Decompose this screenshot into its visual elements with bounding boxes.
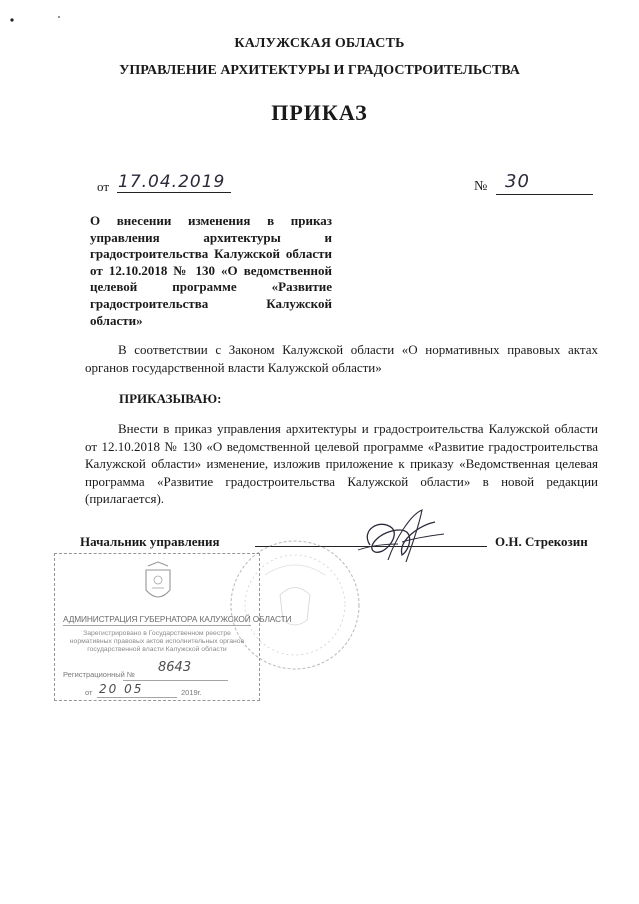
document-type-title: ПРИКАЗ — [271, 100, 368, 125]
number-underline — [496, 194, 593, 195]
date-underline — [117, 192, 231, 193]
stamp-registration-text: Зарегистрировано в Государственном реестре нормативных правовых актов исполнительных органов государственной власти Калужской области — [69, 630, 245, 654]
region-title: КАЛУЖСКАЯ ОБЛАСТЬ — [234, 36, 405, 51]
number-value: 30 — [505, 171, 530, 192]
stamp-date-underline — [97, 697, 177, 698]
basis-paragraph: В соответствии с Законом Калужской области «О нормативных правовых актах органов государственной власти Калужской области» — [85, 342, 598, 375]
stamp-date-value: 20 05 — [99, 682, 144, 696]
signatory-position: Начальник управления — [80, 534, 220, 549]
stamp-reg-number: 8643 — [158, 660, 192, 675]
signatory-name: О.Н. Стрекозин — [495, 534, 588, 549]
stamp-organization: АДМИНИСТРАЦИЯ ГУБЕРНАТОРА КАЛУЖСКОЙ ОБЛАСТИ — [63, 614, 292, 624]
registration-stamp — [54, 553, 292, 701]
number-label: № — [474, 179, 488, 194]
order-heading: ПРИКАЗЫВАЮ: — [119, 391, 222, 406]
stamp-reg-label: Регистрационный № — [63, 670, 135, 679]
scan-marks — [10, 14, 70, 26]
order-paragraph: Внести в приказ управления архитектуры и градостроительства Калужской области от 12.10.2018 № 130 «О ведомственной целевой программе «Развитие градостроительства Калужской области» изменение, изложив приложение к приказу «Ведомственная целевая программа «Развитие градостроительства Калужской области» в новой редакции (прилагается). — [85, 421, 598, 506]
date-value: 17.04.2019 — [118, 172, 226, 192]
date-label: от — [97, 179, 110, 194]
handwritten-signature-icon — [340, 500, 460, 580]
stamp-reg-underline — [123, 680, 228, 681]
stamp-date-label: от — [85, 688, 93, 697]
document-subject: О внесении изменения в приказ управления архитектуры и градостроительства Калужской области от 12.10.2018 № 130 «О ведомственной целевой программе «Развитие градостроительства Калужской области» — [90, 213, 332, 328]
department-title: УПРАВЛЕНИЕ АРХИТЕКТУРЫ И ГРАДОСТРОИТЕЛЬСТВА — [119, 63, 520, 78]
stamp-year: 2019г. — [181, 688, 202, 697]
coat-of-arms-icon — [140, 560, 176, 608]
